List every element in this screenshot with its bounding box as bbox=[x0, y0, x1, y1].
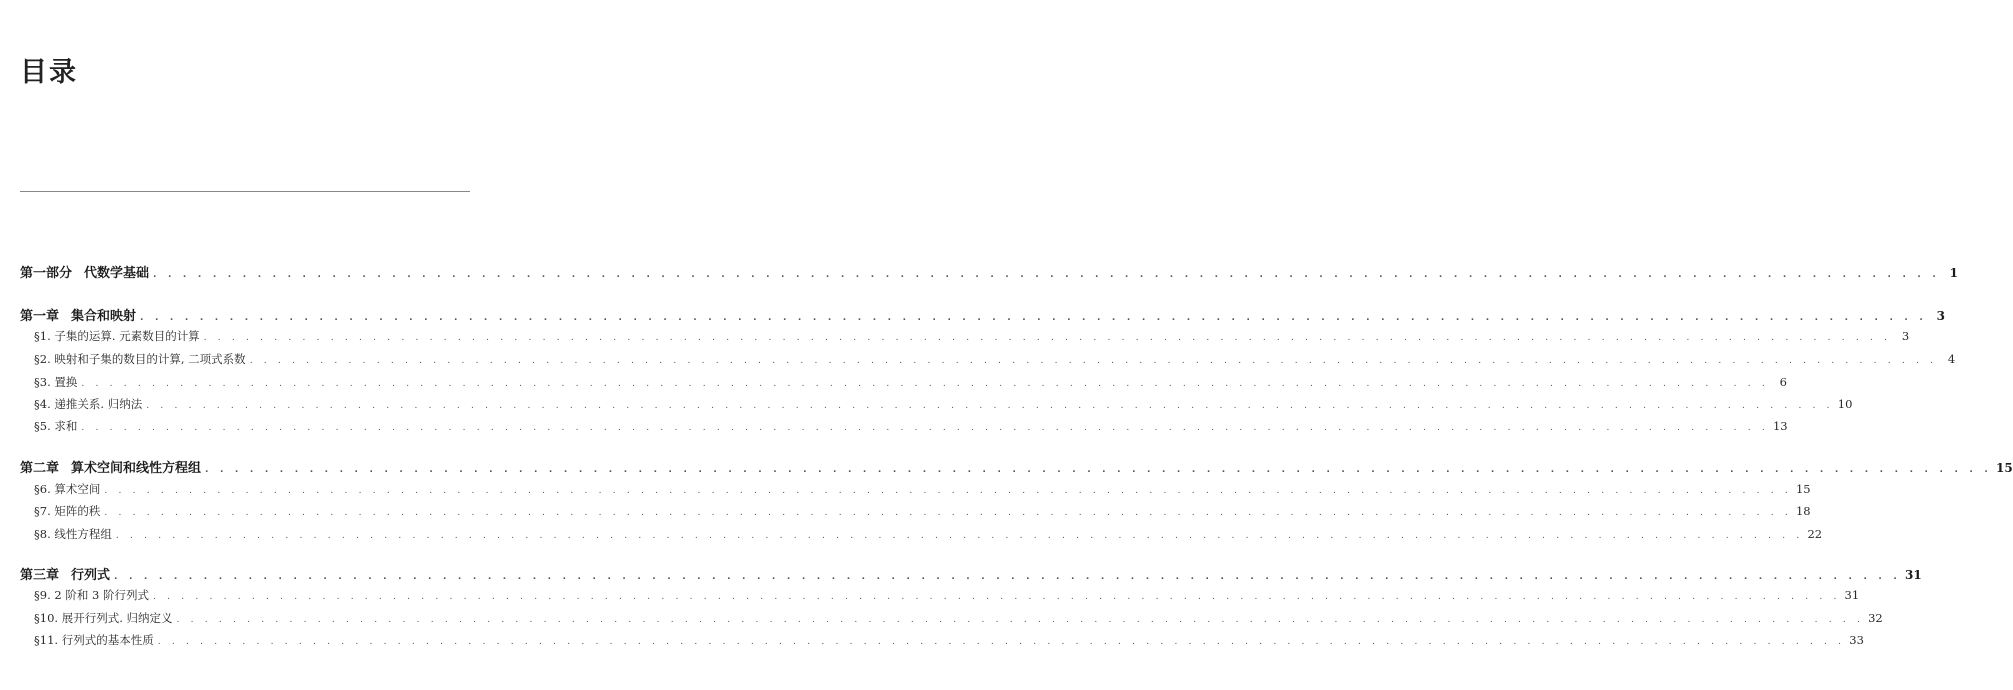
toc-entry-title: §2. 映射和子集的数目的计算, 二项式系数 bbox=[34, 352, 246, 366]
toc-entry-number: 第一部分 bbox=[20, 266, 73, 281]
toc-entry-label bbox=[20, 305, 136, 324]
toc-entry-label bbox=[34, 610, 173, 626]
toc-entry-label bbox=[34, 503, 100, 519]
toc-entry-label bbox=[34, 526, 112, 542]
toc-page-number: 10 bbox=[1837, 397, 1853, 411]
toc-entry-label bbox=[34, 351, 246, 367]
toc-entry-label bbox=[34, 328, 200, 344]
toc-section-entry[interactable] bbox=[34, 418, 1788, 434]
toc-entry-label bbox=[34, 587, 149, 603]
toc-page-number: 32 bbox=[1868, 611, 1883, 625]
dot-leader: . . . . . . . . . . . . . . . . . . . . . . . . . . . . . . . . . . . . . . . . . . . . . . . . . . . . . . . . . . . . . . . . . . . . . . . . . . . . . . . . . . . . . . . . . . . . . . . . . . . . . . . . . . . . . . . . . . . . . . . . bbox=[146, 401, 1834, 411]
dot-leader: . . . . . . . . . . . . . . . . . . . . . . . . . . . . . . . . . . . . . . . . . . . . . . . . . . . . . . . . . . . . . . . . . . . . . . . . . . . . . . . . . . . . . . . . . . . . . . . . . . . . . . . . . . . . . . . . . . . . . . . . bbox=[152, 592, 1841, 602]
toc-section-entry[interactable] bbox=[34, 526, 1823, 542]
toc-entry-label bbox=[20, 564, 110, 583]
dot-leader: . . . . . . . . . . . . . . . . . . . . . . . . . . . . . . . . . . . . . . . . . . . . . . . . . . . . . . . . . . . . . . . . . . . . . . . . . . . . . . . . . . . . . . . . . . . . . . . . . . . . . . . . . . . . . . . . . . . . . . . . bbox=[140, 313, 1927, 323]
toc-chapter-entry[interactable] bbox=[20, 564, 1922, 583]
dot-leader: . . . . . . . . . . . . . . . . . . . . . . . . . . . . . . . . . . . . . . . . . . . . . . . . . . . . . . . . . . . . . . . . . . . . . . . . . . . . . . . . . . . . . . . . . . . . . . . . . . . . . . . . . . . . . . . . . . . . . . . . bbox=[114, 572, 1901, 582]
toc-entry-title: §11. 行列式的基本性质 bbox=[34, 633, 154, 647]
toc-section-entry[interactable] bbox=[34, 481, 1811, 497]
dot-leader: . . . . . . . . . . . . . . . . . . . . . . . . . . . . . . . . . . . . . . . . . . . . . . . . . . . . . . . . . . . . . . . . . . . . . . . . . . . . . . . . . . . . . . . . . . . . . . . . . . . . . . . . . . . . . . . . . . . . . . . . bbox=[249, 356, 1938, 366]
toc-page-number: 3 bbox=[1901, 329, 1910, 343]
dot-leader: . . . . . . . . . . . . . . . . . . . . . . . . . . . . . . . . . . . . . . . . . . . . . . . . . . . . . . . . . . . . . . . . . . . . . . . . . . . . . . . . . . . . . . . . . . . . . . . . . . . . . . . . . . . . . . . . . . . . . . . . bbox=[153, 270, 1940, 280]
toc-entry-number: 第二章 bbox=[20, 461, 60, 476]
toc-page-number: 33 bbox=[1849, 633, 1864, 647]
toc-entry-title: 集合和映射 bbox=[71, 309, 137, 324]
toc-entry-title: §5. 求和 bbox=[34, 419, 78, 433]
toc-entry-label bbox=[34, 481, 100, 497]
toc-entry-label bbox=[34, 632, 154, 648]
dot-leader: . . . . . . . . . . . . . . . . . . . . . . . . . . . . . . . . . . . . . . . . . . . . . . . . . . . . . . . . . . . . . . . . . . . . . . . . . . . . . . . . . . . . . . . . . . . . . . . . . . . . . . . . . . . . . . . . . . . . . . . . bbox=[81, 379, 1769, 389]
toc-entry-title: §9. 2 阶和 3 阶行列式 bbox=[34, 588, 149, 602]
toc-section-entry[interactable] bbox=[34, 374, 1787, 390]
toc-page-number: 3 bbox=[1936, 309, 1945, 323]
toc-page-number: 18 bbox=[1795, 504, 1811, 518]
toc-page-number: 1 bbox=[1949, 266, 1958, 280]
toc-page-number: 15 bbox=[1795, 482, 1811, 496]
toc-section-entry[interactable] bbox=[34, 503, 1811, 519]
toc-entry-label bbox=[20, 262, 149, 281]
toc-page-number: 4 bbox=[1947, 352, 1956, 366]
toc-entry-title: §8. 线性方程组 bbox=[34, 527, 112, 541]
toc-entry-title: §3. 置换 bbox=[34, 375, 78, 389]
dot-leader: . . . . . . . . . . . . . . . . . . . . . . . . . . . . . . . . . . . . . . . . . . . . . . . . . . . . . . . . . . . . . . . . . . . . . . . . . . . . . . . . . . . . . . . . . . . . . . . . . . . . . . . . . . . . . . . . . . . . . . . . bbox=[115, 531, 1804, 541]
dot-leader: . . . . . . . . . . . . . . . . . . . . . . . . . . . . . . . . . . . . . . . . . . . . . . . . . . . . . . . . . . . . . . . . . . . . . . . . . . . . . . . . . . . . . . . . . . . . . . . . . . . . . . . . . . . . . . . . . . . . . . . . bbox=[81, 423, 1769, 433]
toc-chapter-entry[interactable] bbox=[20, 262, 1958, 281]
dot-leader: . . . . . . . . . . . . . . . . . . . . . . . . . . . . . . . . . . . . . . . . . . . . . . . . . . . . . . . . . . . . . . . . . . . . . . . . . . . . . . . . . . . . . . . . . . . . . . . . . . . . . . . . . . . . . . . . . . . . . . . . bbox=[176, 615, 1865, 625]
toc-section-entry[interactable] bbox=[34, 587, 1860, 603]
toc-section-entry[interactable] bbox=[34, 351, 1956, 367]
toc-entry-title: §1. 子集的运算. 元素数目的计算 bbox=[34, 329, 200, 343]
toc-section-entry[interactable] bbox=[34, 328, 1910, 344]
toc-entry-label bbox=[34, 418, 77, 434]
dot-leader: . . . . . . . . . . . . . . . . . . . . . . . . . . . . . . . . . . . . . . . . . . . . . . . . . . . . . . . . . . . . . . . . . . . . . . . . . . . . . . . . . . . . . . . . . . . . . . . . . . . . . . . . . . . . . . . . . . . . . . . . bbox=[203, 333, 1892, 343]
toc-entry-title: §6. 算术空间 bbox=[34, 482, 101, 496]
toc-entry-title: §4. 递推关系. 归纳法 bbox=[34, 397, 143, 411]
toc-entry-title: §7. 矩阵的秩 bbox=[34, 504, 101, 518]
toc-page-number: 22 bbox=[1807, 527, 1823, 541]
toc-page-number: 15 bbox=[1995, 461, 2013, 475]
toc-entry-number: 第一章 bbox=[20, 309, 60, 324]
toc-page-number: 13 bbox=[1772, 419, 1788, 433]
toc-chapter-entry[interactable] bbox=[20, 457, 2013, 476]
toc-entry-title: 行列式 bbox=[71, 568, 111, 583]
toc-entry-title: 代数学基础 bbox=[84, 266, 150, 281]
dot-leader: . . . . . . . . . . . . . . . . . . . . . . . . . . . . . . . . . . . . . . . . . . . . . . . . . . . . . . . . . . . . . . . . . . . . . . . . . . . . . . . . . . . . . . . . . . . . . . . . . . . . . . . . . . . . . . . . . . . . . . . . bbox=[205, 465, 1992, 475]
toc-entry-number: 第三章 bbox=[20, 568, 60, 583]
title-divider bbox=[20, 191, 470, 192]
dot-leader: . . . . . . . . . . . . . . . . . . . . . . . . . . . . . . . . . . . . . . . . . . . . . . . . . . . . . . . . . . . . . . . . . . . . . . . . . . . . . . . . . . . . . . . . . . . . . . . . . . . . . . . . . . . . . . . . . . . . . . . . bbox=[104, 486, 1792, 496]
toc-page-number: 31 bbox=[1904, 568, 1922, 582]
dot-leader: . . . . . . . . . . . . . . . . . . . . . . . . . . . . . . . . . . . . . . . . . . . . . . . . . . . . . . . . . . . . . . . . . . . . . . . . . . . . . . . . . . . . . . . . . . . . . . . . . . . . . . . . . . . . . . . . . . . . . . . . bbox=[157, 637, 1846, 647]
toc-entry-title: §10. 展开行列式. 归纳定义 bbox=[34, 611, 173, 625]
toc-entry-label bbox=[34, 374, 77, 390]
toc-entry-title: 算术空间和线性方程组 bbox=[71, 461, 202, 476]
toc-section-entry[interactable] bbox=[34, 610, 1883, 626]
toc-chapter-entry[interactable] bbox=[20, 305, 1945, 324]
toc-page-number: 6 bbox=[1779, 375, 1787, 389]
page-title: 目录 bbox=[20, 57, 78, 88]
toc-entry-label bbox=[34, 396, 142, 412]
toc-section-entry[interactable] bbox=[34, 396, 1853, 412]
dot-leader: . . . . . . . . . . . . . . . . . . . . . . . . . . . . . . . . . . . . . . . . . . . . . . . . . . . . . . . . . . . . . . . . . . . . . . . . . . . . . . . . . . . . . . . . . . . . . . . . . . . . . . . . . . . . . . . . . . . . . . . . bbox=[104, 508, 1792, 518]
toc-section-entry[interactable] bbox=[34, 632, 1864, 648]
toc-entry-label bbox=[20, 457, 201, 476]
toc-page-number: 31 bbox=[1844, 588, 1860, 602]
